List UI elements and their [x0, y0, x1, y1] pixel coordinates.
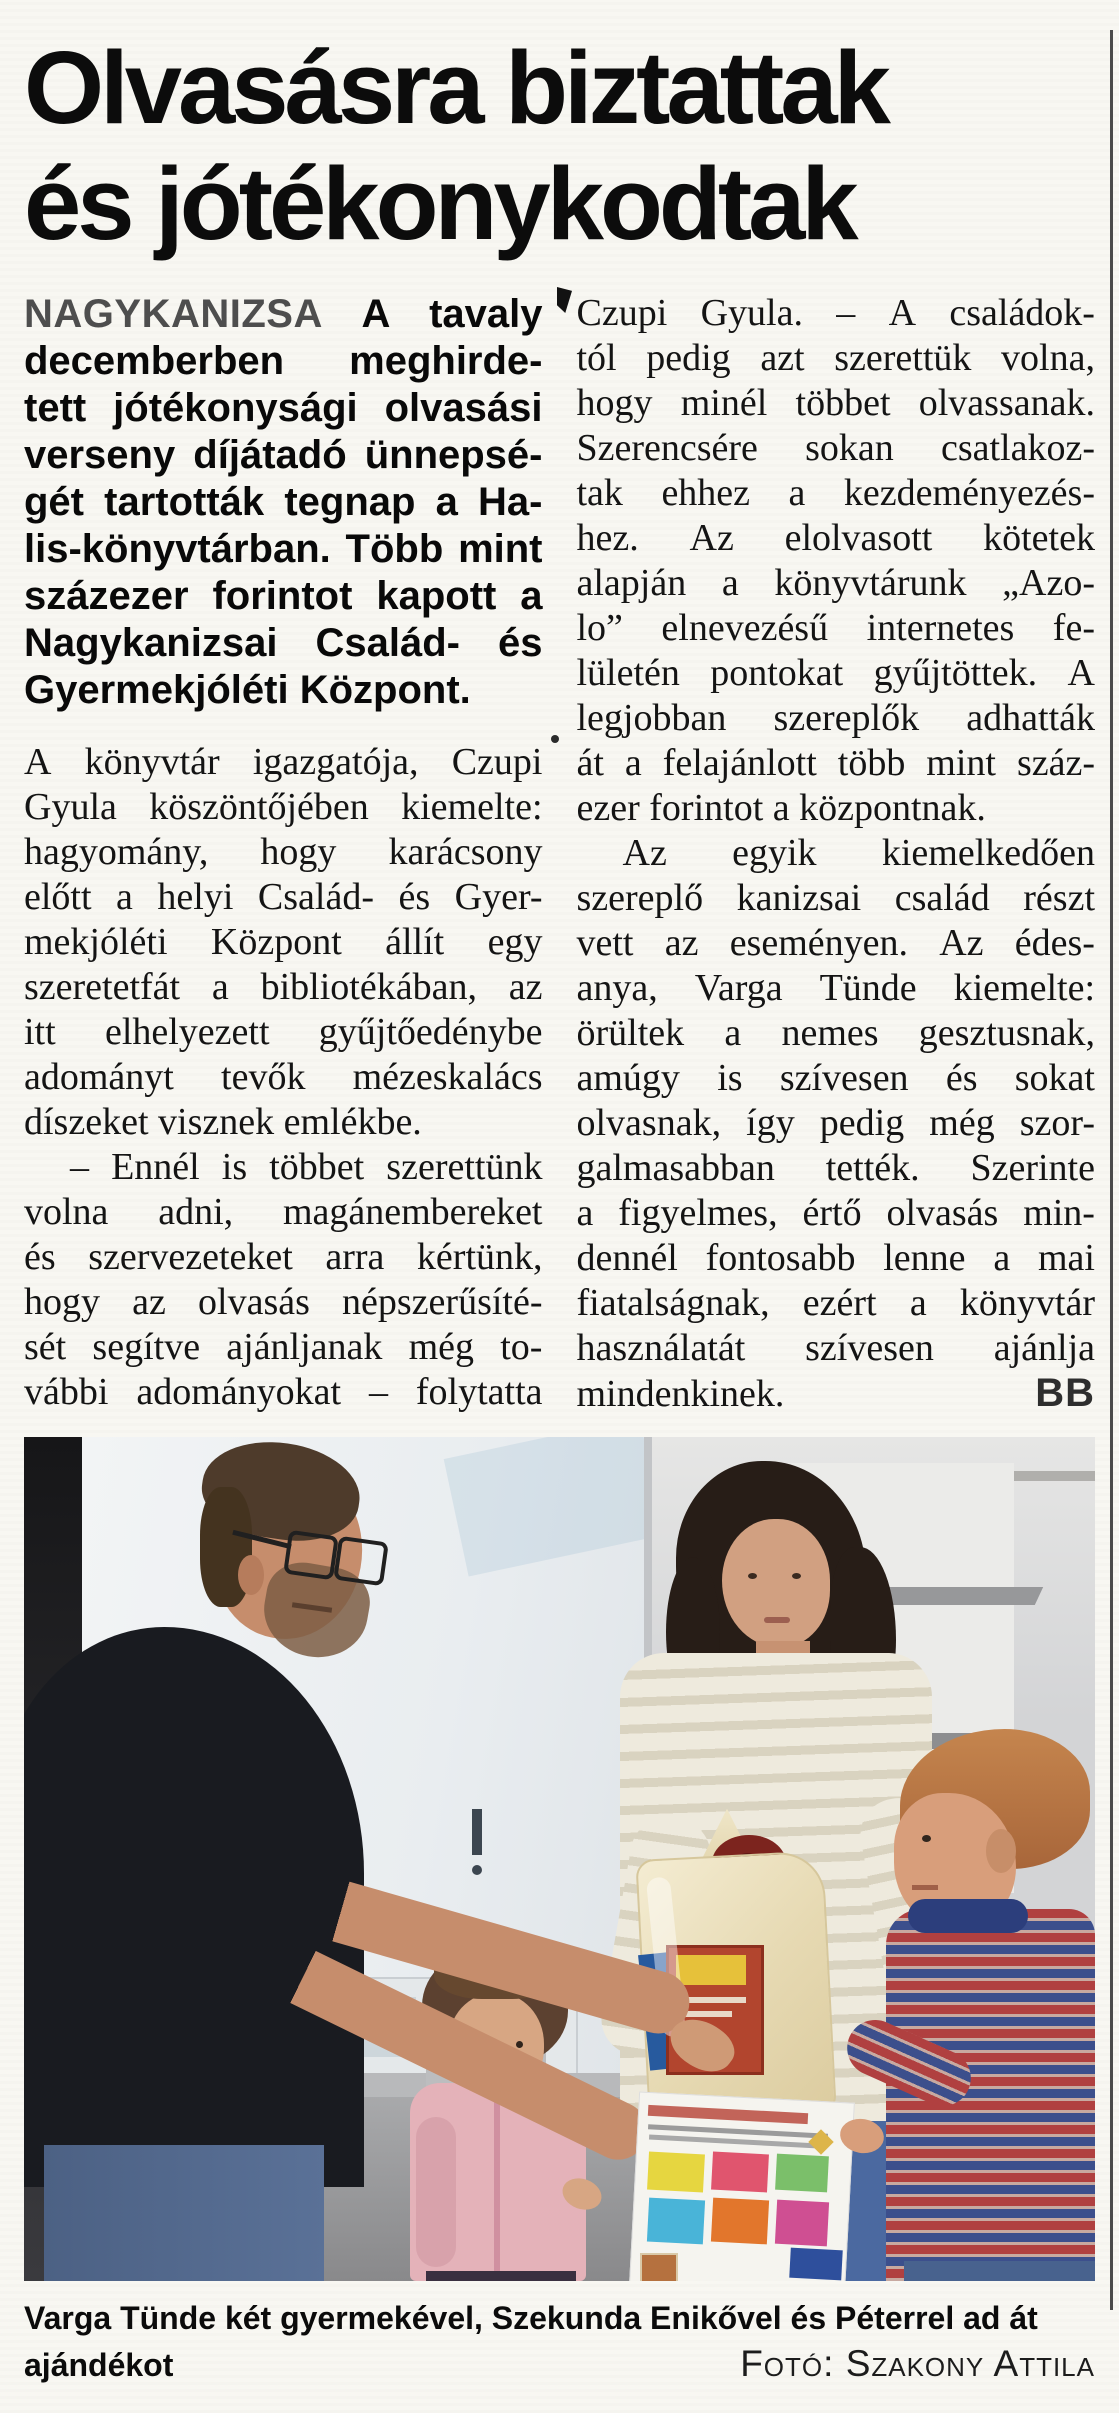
certificate-blue-card	[789, 2247, 842, 2280]
paragraph-lines: A könyvtár igazgatója, Czupi Gyula köszöntőjében kiemelte: hagyomány, hogy karácsony előtt a helyi Család- és Gyer- mekjóléti Központ állít egy szeretetfát a bibliotékában, az itt elhelyezett gyűjtőedénybe adományt tevők mézeskalács díszeket visznek emlékbe.	[24, 740, 543, 1143]
basket-book-label	[676, 1955, 746, 1985]
girl-leggings	[426, 2271, 576, 2281]
article-columns	[24, 291, 1095, 1417]
body-paragraph-1	[24, 740, 543, 1145]
lead-lines: decemberben meghirde- tett jótékonysági olvasási verseny díjátadó ünnepsé- gét tartották tegnap a Ha- lis-könyvtárban. Több mint százezer forintot kapott a Nagykanizsai Család- és Gyermekjóléti Központ.	[24, 338, 543, 712]
caption-row-2	[24, 2341, 1095, 2388]
boy-jeans	[904, 2261, 1095, 2281]
caption-line-2: ajándékot	[24, 2346, 174, 2383]
paragraph-lines: Czupi Gyula. – A családok- tól pedig azt szerettük volna, hogy minél többet olvassanak. Szerencsére sokan csatlakoz- tak ehhez a kezdeményezés- hez. Az elolvasott kötetek alapján a könyvtárunk „Azo- lo” elnevezésű internetes fe- lületén pontokat gyűjtöttek. A legjobban szereplők adhatták át a felajánlott több mint száz- ezer forintot a központnak.	[576, 291, 1095, 829]
certificate-note-orange	[711, 2197, 769, 2244]
article-headline	[24, 30, 1095, 263]
woman-mouth	[764, 1617, 790, 1623]
projected-glyph-dot	[472, 1865, 482, 1875]
photo-credit: Fotó: Szakony Attila	[740, 2342, 1095, 2384]
caption-line-1: Varga Tünde két gyermekével, Szekunda Enikővel és Péterrel ad át	[24, 2299, 1038, 2336]
man-ear	[238, 1555, 264, 1595]
column-divider-rule	[1110, 30, 1113, 2310]
certificate-note-magenta	[775, 2199, 829, 2246]
certificate-gingerbread-image	[640, 2253, 678, 2281]
lead-first-line: NAGYKANIZSA A tavaly	[24, 291, 543, 336]
certificate-note-cyan	[647, 2197, 705, 2244]
author-byline: BB	[1035, 1370, 1095, 1415]
paragraph-lines: – Ennél is többet szerettünk volna adni, magánembereket és szervezeteket arra kértünk, hogy az olvasás népszerűsíté- sét segítve ajánljanak még to- vábbi adományokat – folytatta	[24, 1145, 543, 1413]
scan-speck	[551, 735, 559, 743]
body-paragraph-3	[577, 291, 1096, 831]
girl-coat-sleeve	[416, 2117, 456, 2267]
man-glasses-lens	[283, 1529, 339, 1580]
article-photo	[24, 1437, 1095, 2281]
boy-mouth	[912, 1885, 938, 1890]
girl-coat-zip	[494, 2087, 500, 2277]
body-paragraph-4	[577, 831, 1096, 1417]
photo-caption	[24, 2295, 1095, 2388]
woman-face	[722, 1519, 830, 1647]
paragraph-lines: Az egyik kiemelkedően szereplő kanizsai család részt vett az eseményen. Az édes- anya, Varga Tünde kiemelte: örültek a nemes gesztusnak, amúgy is szívesen és sokat olvasnak, így pedig még szor- galmasabban tették. Szerinte a figyelmes, értő olvasás min- dennél fontosabb lenne a mai fiatalságnak, ezért a könyvtár használatát szívesen ajánlja	[576, 831, 1095, 1369]
certificate-note-pink	[711, 2151, 769, 2192]
man-glasses-lens	[333, 1535, 389, 1586]
lead-paragraph	[24, 291, 543, 714]
closing-word: mindenkinek.	[576, 1372, 785, 1415]
certificate-note-green	[775, 2153, 829, 2192]
woman-eye	[748, 1573, 757, 1579]
boy-collar	[908, 1899, 1028, 1933]
column-right	[577, 291, 1096, 1417]
man-jeans	[44, 2145, 324, 2281]
dateline: NAGYKANIZSA	[24, 291, 323, 336]
closing-line	[577, 1371, 1096, 1417]
body-paragraph-2	[24, 1145, 543, 1415]
boy-ear	[986, 1829, 1016, 1873]
boy-eye	[922, 1835, 931, 1842]
woman-eye	[792, 1573, 801, 1579]
certificate-note-yellow	[647, 2151, 705, 2192]
column-left	[24, 291, 543, 1417]
headline-line-2: és jótékonykodtak	[24, 146, 855, 262]
projected-glyph	[472, 1809, 482, 1855]
girl-eye	[516, 2041, 523, 2048]
headline-line-1: Olvasásra biztattak	[24, 30, 887, 145]
